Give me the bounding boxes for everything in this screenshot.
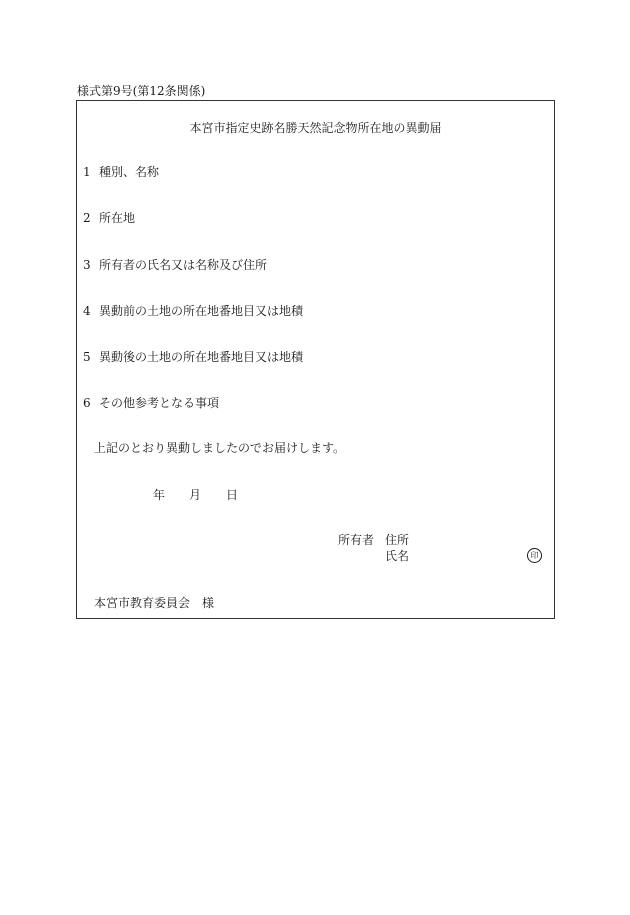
item-label: 種別、名称: [99, 165, 160, 179]
item-number: 6: [83, 396, 91, 410]
item-number: 4: [83, 304, 91, 318]
form-item-owner: [83, 257, 267, 273]
form-item-type-name: [83, 164, 159, 180]
form-number-label: 様式第9号(第12条関係): [77, 84, 206, 98]
notification-statement: 上記のとおり異動しましたのでお届けします。: [94, 441, 346, 455]
form-box: [76, 100, 555, 619]
item-label: その他参考となる事項: [99, 396, 220, 410]
date-year: 年: [153, 488, 166, 502]
item-number: 5: [83, 350, 91, 364]
item-label: 異動後の土地の所在地番地目又は地積: [99, 350, 304, 364]
form-title: 本宮市指定史跡名勝天然記念物所在地の異動届: [189, 121, 442, 135]
item-number: 1: [83, 165, 91, 179]
owner-name-label: 氏名: [385, 549, 410, 563]
form-item-before-change: [83, 303, 303, 319]
form-item-location: [83, 210, 135, 226]
form-item-other: [83, 395, 219, 411]
owner-address-label: 住所: [385, 533, 410, 547]
form-item-after-change: [83, 349, 303, 365]
item-number: 2: [83, 211, 91, 225]
item-label: 所在地: [99, 211, 136, 225]
item-label: 所有者の氏名又は名称及び住所: [99, 258, 268, 272]
item-number: 3: [83, 258, 91, 272]
date-month: 月: [189, 488, 202, 502]
owner-label: 所有者: [338, 533, 375, 547]
date-day: 日: [226, 488, 239, 502]
seal-icon: 印: [527, 548, 542, 563]
addressee: 本宮市教育委員会 様: [94, 596, 215, 610]
item-label: 異動前の土地の所在地番地目又は地積: [99, 304, 304, 318]
